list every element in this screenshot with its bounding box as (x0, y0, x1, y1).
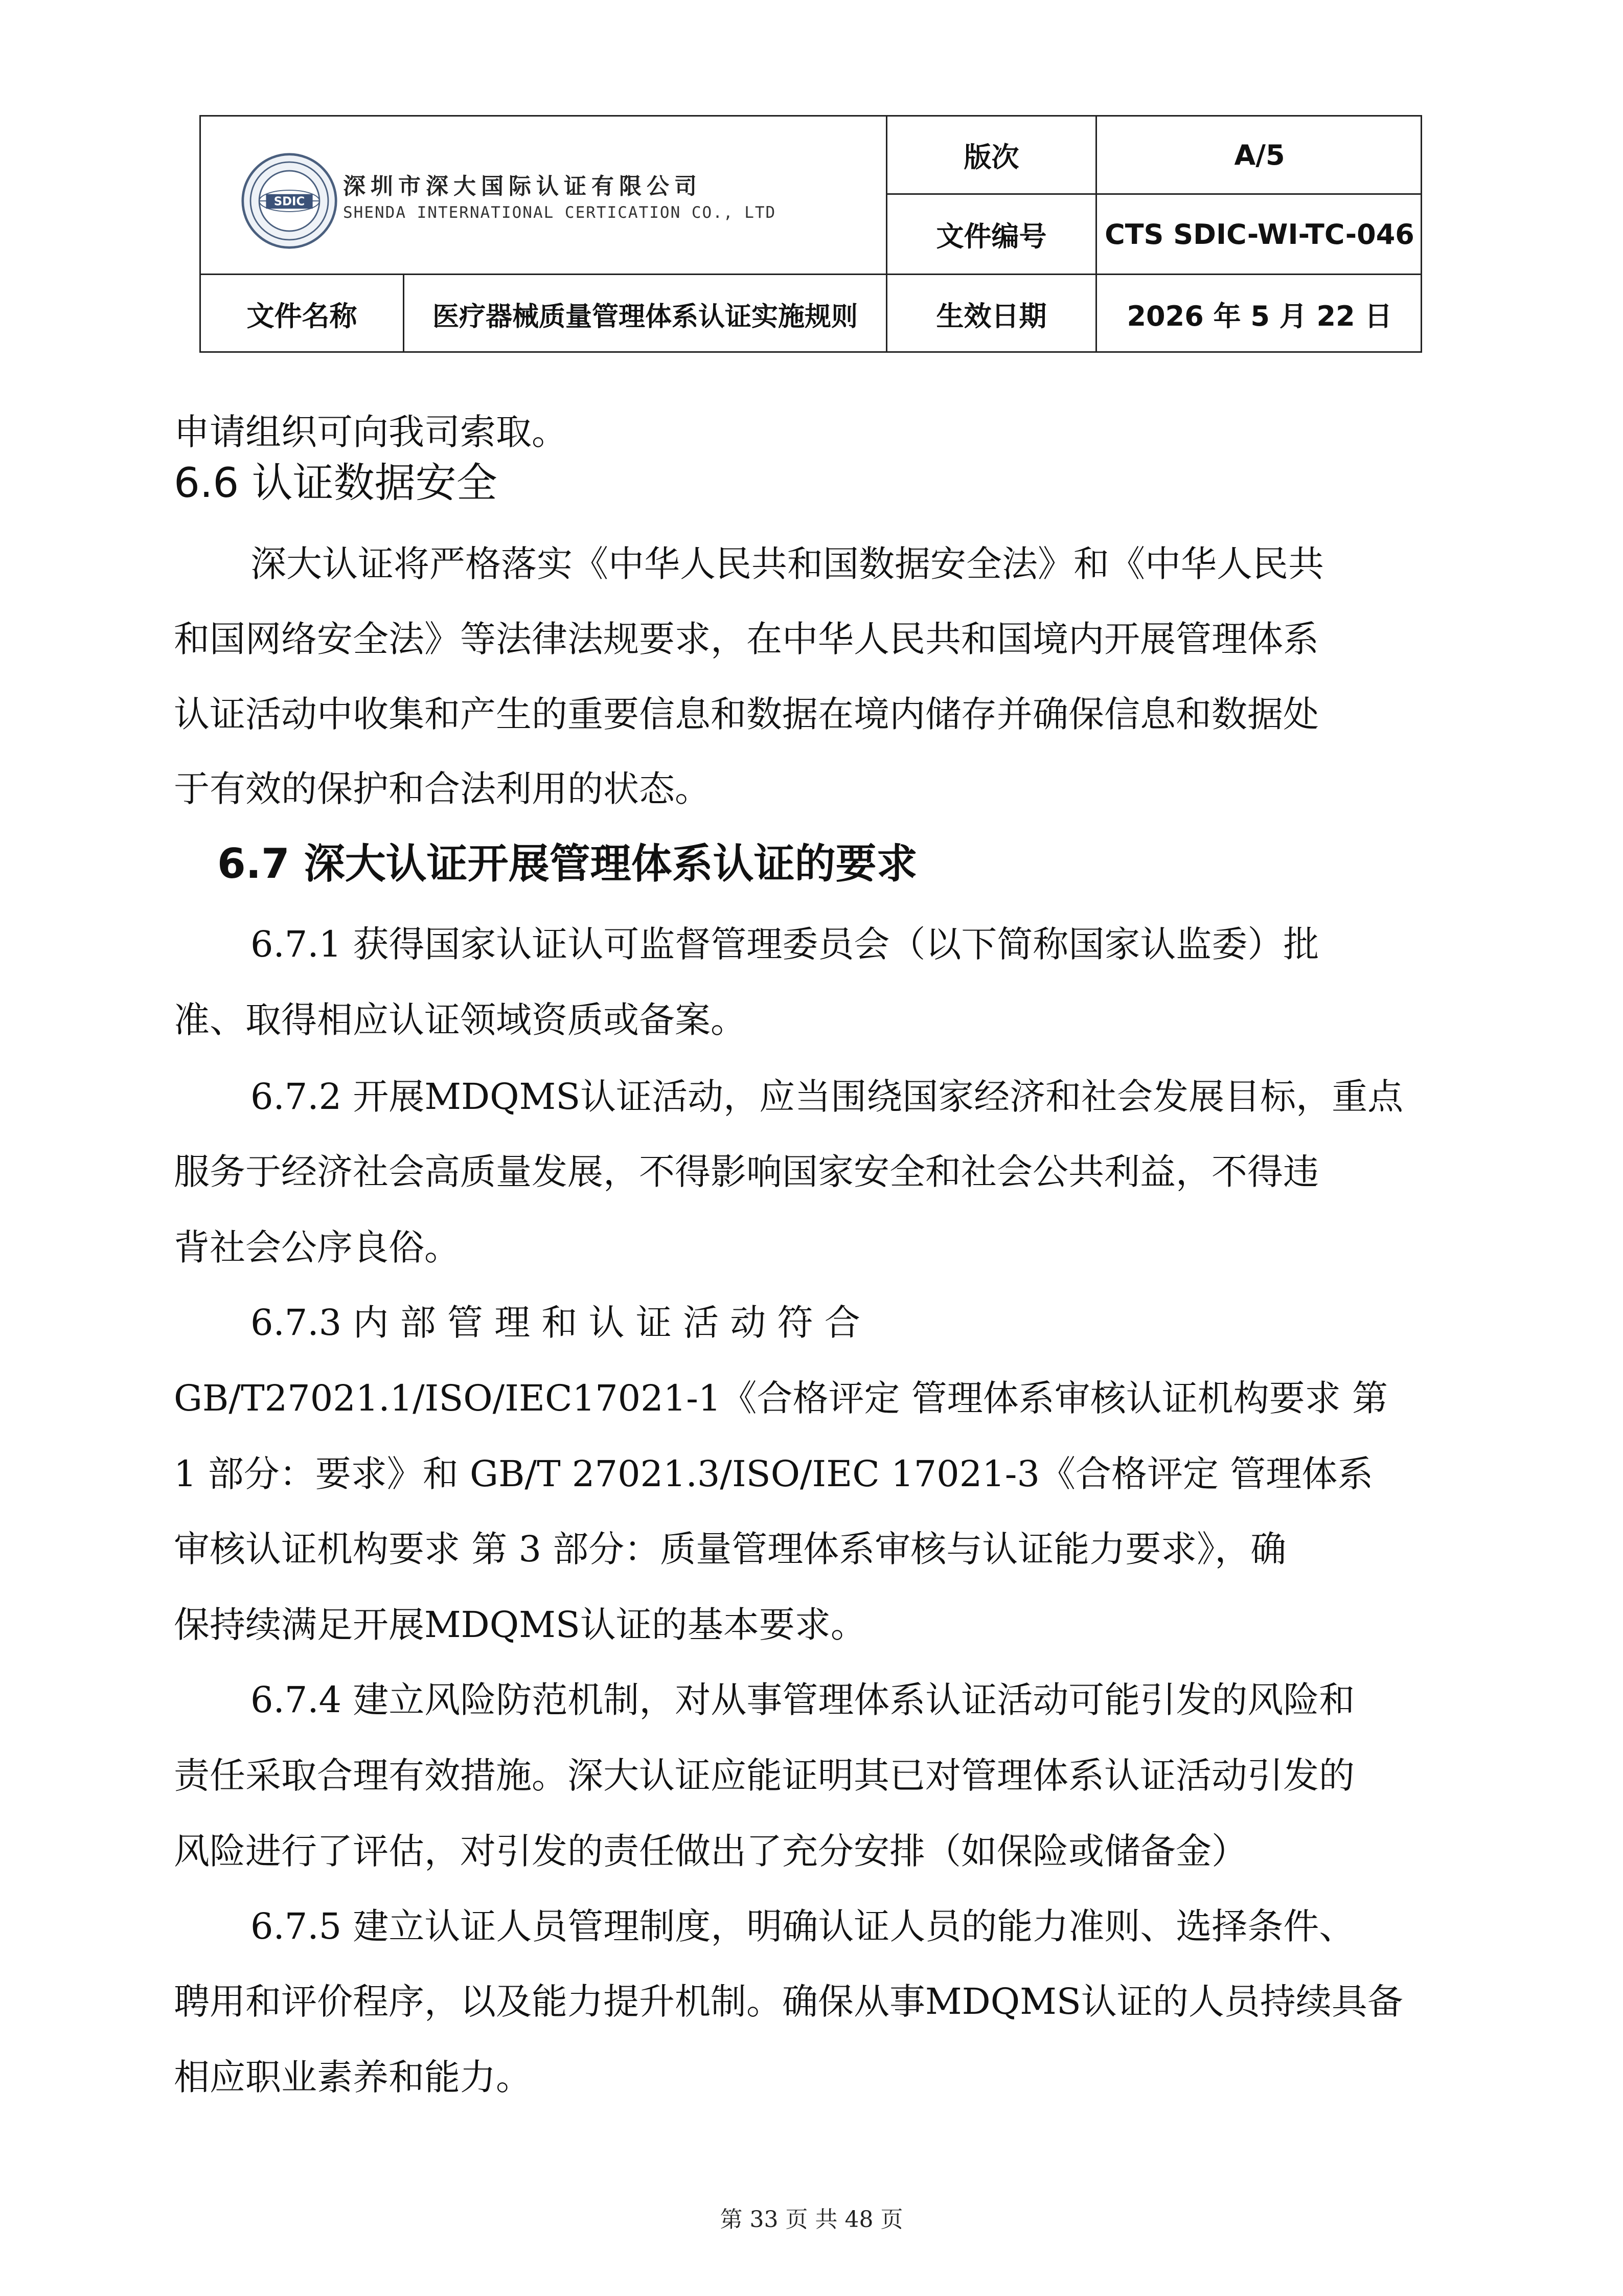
paragraph-line: 深大认证将严格落实《中华人民共和国数据安全法》和《中华人民共 (250, 543, 1324, 585)
company-logo-icon (241, 152, 338, 249)
paragraph-line: 准、取得相应认证领域资质或备案。 (174, 999, 746, 1041)
paragraph-line: 认证活动中收集和产生的重要信息和数据在境内储存并确保信息和数据处 (174, 693, 1319, 735)
document-header-table (199, 115, 1422, 353)
svg-text:SDIC: SDIC (273, 195, 305, 209)
paragraph-line: 风险进行了评估，对引发的责任做出了充分安排（如保险或储备金） (174, 1830, 1247, 1872)
doc-name-value: 医疗器械质量管理体系认证实施规则 (432, 301, 858, 332)
paragraph-line: 相应职业素养和能力。 (174, 2056, 532, 2098)
paragraph-line: 服务于经济社会高质量发展，不得影响国家安全和社会公共利益，不得违 (174, 1151, 1319, 1193)
page-number: 第 33 页 共 48 页 (720, 2207, 903, 2233)
paragraph-line: 1 部分：要求》和 GB/T 27021.3/ISO/IEC 17021-3《合格评定 管理体系 (174, 1453, 1374, 1495)
version-value: A/5 (1234, 139, 1285, 171)
doc-name-label: 文件名称 (246, 300, 357, 332)
paragraph-line: 于有效的保护和合法利用的状态。 (174, 768, 711, 810)
version-label: 版次 (964, 141, 1019, 173)
doc-number-label: 文件编号 (936, 220, 1047, 253)
company-name-cn: 深圳市深大国际认证有限公司 (343, 173, 702, 199)
paragraph-line: 6.7.3 内 部 管 理 和 认 证 活 动 符 合 (250, 1302, 860, 1344)
effective-date-value: 2026 年 5 月 22 日 (1127, 300, 1392, 332)
paragraph-line: 申请组织可向我司索取。 (174, 411, 567, 453)
paragraph-line: 6.7.1 获得国家认证认可监督管理委员会（以下简称国家认监委）批 (250, 923, 1319, 965)
paragraph-line: 6.7.4 建立风险防范机制，对从事管理体系认证活动可能引发的风险和 (250, 1679, 1355, 1721)
paragraph-line: 责任采取合理有效措施。深大认证应能证明其已对管理体系认证活动引发的 (174, 1755, 1355, 1797)
paragraph-line: GB/T27021.1/ISO/IEC17021-1《合格评定 管理体系审核认证机构要求 第 (174, 1377, 1388, 1419)
effective-date-label: 生效日期 (936, 300, 1047, 332)
section-heading-6-6: 6.6 认证数据安全 (174, 459, 497, 507)
section-heading-6-7: 6.7 深大认证开展管理体系认证的要求 (217, 840, 918, 888)
paragraph-line: 背社会公序良俗。 (174, 1226, 460, 1268)
paragraph-line: 6.7.2 开展MDQMS认证活动，应当围绕国家经济和社会发展目标，重点 (250, 1076, 1404, 1118)
company-name-en: SHENDA INTERNATIONAL CERTICATION CO., LTD (343, 203, 776, 222)
paragraph-line: 审核认证机构要求 第 3 部分：质量管理体系审核与认证能力要求》，确 (174, 1528, 1287, 1570)
paragraph-line: 和国网络安全法》等法律法规要求，在中华人民共和国境内开展管理体系 (174, 618, 1319, 660)
paragraph-line: 6.7.5 建立认证人员管理制度，明确认证人员的能力准则、选择条件、 (250, 1905, 1355, 1947)
doc-number-value: CTS SDIC-WI-TC-046 (1105, 218, 1414, 251)
paragraph-line: 聘用和评价程序，以及能力提升机制。确保从事MDQMS认证的人员持续具备 (174, 1981, 1403, 2022)
paragraph-line: 保持续满足开展MDQMS认证的基本要求。 (174, 1604, 866, 1646)
